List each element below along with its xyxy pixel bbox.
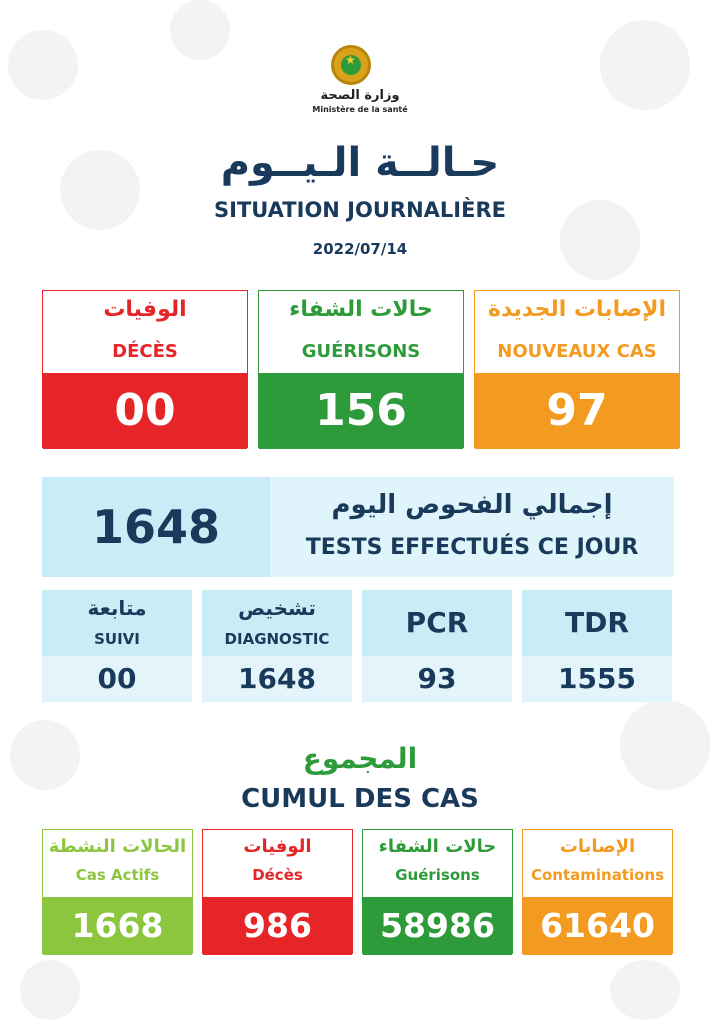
active-value: 1668 — [43, 897, 192, 955]
active-label-fr: Cas Actifs — [75, 866, 160, 884]
page-title-fr: SITUATION JOURNALIÈRE — [214, 198, 506, 222]
tdr-value: 1555 — [522, 656, 672, 702]
virus-icon — [8, 30, 78, 100]
cumul-deaths-label-ar: الوفيات — [243, 836, 312, 857]
cumul-deaths-label-fr: Décès — [252, 866, 303, 884]
deaths-label-ar: الوفيات — [103, 297, 187, 322]
tests-total-value: 1648 — [42, 477, 270, 577]
cumul-title-fr: CUMUL DES CAS — [241, 784, 479, 814]
new-cases-card — [474, 290, 680, 448]
contaminations-value: 61640 — [523, 897, 672, 955]
new-cases-label-ar: الإصابات الجديدة — [487, 297, 667, 322]
diagnostic-value: 1648 — [202, 656, 352, 702]
recoveries-label-fr: GUÉRISONS — [301, 341, 421, 362]
new-cases-value: 97 — [475, 373, 679, 449]
cumul-title-ar: المجموع — [302, 742, 418, 775]
recoveries-card — [258, 290, 464, 448]
tests-label-fr: TESTS EFFECTUÉS CE JOUR — [305, 535, 639, 560]
recoveries-value: 156 — [259, 373, 463, 449]
deaths-value: 00 — [43, 373, 247, 449]
suivi-value: 00 — [42, 656, 192, 702]
report-date: 2022/07/14 — [312, 240, 408, 258]
cumul-deaths-card — [202, 829, 353, 954]
virus-icon — [600, 20, 690, 110]
active-label-ar: الحالات النشطة — [48, 836, 187, 857]
virus-icon — [610, 960, 680, 1020]
cumul-recoveries-value: 58986 — [363, 897, 512, 955]
suivi-label-ar: متابعة — [87, 596, 147, 620]
suivi-label-fr: SUIVI — [94, 630, 140, 648]
virus-icon — [20, 960, 80, 1020]
cumul-recoveries-label-ar: حالات الشفاء — [378, 836, 497, 857]
cumul-deaths-value: 986 — [203, 897, 352, 955]
diagnostic-label-ar: تشخيص — [238, 596, 316, 620]
tdr-label: TDR — [565, 606, 629, 639]
deaths-card — [42, 290, 248, 448]
cumul-recoveries-card — [362, 829, 513, 954]
contaminations-card — [522, 829, 673, 954]
page-title-ar: حـالــة الـيــوم — [220, 140, 500, 186]
new-cases-label-fr: NOUVEAUX CAS — [497, 341, 657, 362]
pcr-label: PCR — [405, 606, 469, 639]
contaminations-label-fr: Contaminations — [530, 866, 665, 884]
tests-label-ar: إجمالي الفحوص اليوم — [331, 490, 613, 520]
contaminations-label-ar: الإصابات — [559, 836, 636, 857]
ministry-logo: ★ — [331, 45, 371, 85]
ministry-name-fr: Ministère de la santé — [312, 105, 408, 114]
pcr-value: 93 — [362, 656, 512, 702]
active-card — [42, 829, 193, 954]
cumul-recoveries-label-fr: Guérisons — [395, 866, 480, 884]
ministry-name-ar: وزارة الصحة — [320, 88, 400, 103]
recoveries-label-ar: حالات الشفاء — [289, 297, 433, 322]
diagnostic-label-fr: DIAGNOSTIC — [224, 630, 330, 648]
deaths-label-fr: DÉCÈS — [112, 341, 178, 362]
virus-icon — [170, 0, 230, 60]
